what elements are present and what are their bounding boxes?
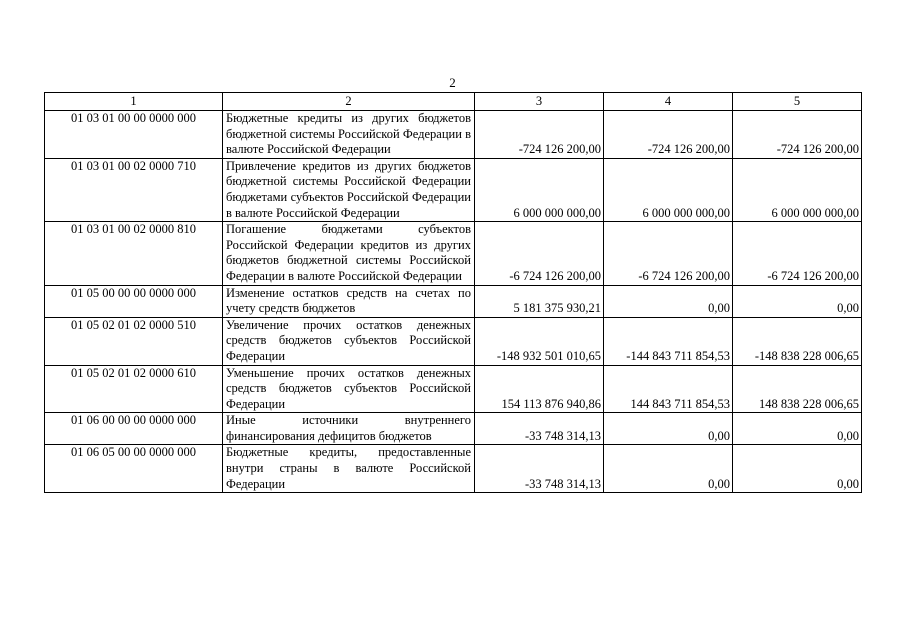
page-number: 2	[449, 75, 456, 90]
table-row	[45, 445, 862, 493]
table-row	[45, 222, 862, 285]
column-header: 2	[223, 93, 475, 111]
table-row	[45, 317, 862, 365]
column-header: 1	[45, 93, 223, 111]
classification-code: 01 06 00 00 00 0000 000	[45, 413, 223, 445]
source-name: Изменение остатков средств на счетах по учету средств бюджетов	[223, 285, 475, 317]
column-header: 4	[604, 93, 733, 111]
table-row	[45, 365, 862, 413]
amount-col-5: 0,00	[733, 445, 862, 493]
table-row	[45, 111, 862, 159]
amount-col-5: 6 000 000 000,00	[733, 158, 862, 221]
classification-code: 01 03 01 00 00 0000 000	[45, 111, 223, 159]
source-name: Погашение бюджетами субъектов Российской Федерации кредитов из других бюджетов бюджетной системы Российской Федерации в валюте Российской Федерации	[223, 222, 475, 285]
amount-col-3: 5 181 375 930,21	[475, 285, 604, 317]
amount-col-4: 144 843 711 854,53	[604, 365, 733, 413]
classification-code: 01 05 02 01 02 0000 510	[45, 317, 223, 365]
classification-code: 01 03 01 00 02 0000 710	[45, 158, 223, 221]
amount-col-5: 148 838 228 006,65	[733, 365, 862, 413]
classification-code: 01 03 01 00 02 0000 810	[45, 222, 223, 285]
amount-col-4: 6 000 000 000,00	[604, 158, 733, 221]
table-row	[45, 413, 862, 445]
amount-col-3: -148 932 501 010,65	[475, 317, 604, 365]
source-name: Бюджетные кредиты, предоставленные внутри страны в валюте Российской Федерации	[223, 445, 475, 493]
amount-col-5: -724 126 200,00	[733, 111, 862, 159]
amount-col-5: 0,00	[733, 285, 862, 317]
amount-col-3: -724 126 200,00	[475, 111, 604, 159]
column-header: 3	[475, 93, 604, 111]
column-header: 5	[733, 93, 862, 111]
amount-col-3: -6 724 126 200,00	[475, 222, 604, 285]
classification-code: 01 05 02 01 02 0000 610	[45, 365, 223, 413]
classification-code: 01 06 05 00 00 0000 000	[45, 445, 223, 493]
amount-col-3: 154 113 876 940,86	[475, 365, 604, 413]
table-row	[45, 285, 862, 317]
budget-sources-table	[44, 92, 862, 493]
table-header-row	[45, 93, 862, 111]
table-row	[45, 158, 862, 221]
amount-col-3: -33 748 314,13	[475, 445, 604, 493]
amount-col-4: 0,00	[604, 445, 733, 493]
amount-col-4: 0,00	[604, 413, 733, 445]
classification-code: 01 05 00 00 00 0000 000	[45, 285, 223, 317]
amount-col-3: 6 000 000 000,00	[475, 158, 604, 221]
source-name: Привлечение кредитов из других бюджетов бюджетной системы Российской Федерации бюджетами субъектов Российской Федерации в валюте Российской Федерации	[223, 158, 475, 221]
source-name: Иные источники внутреннего финансирования дефицитов бюджетов	[223, 413, 475, 445]
amount-col-3: -33 748 314,13	[475, 413, 604, 445]
source-name: Бюджетные кредиты из других бюджетов бюджетной системы Российской Федерации в валюте Российской Федерации	[223, 111, 475, 159]
amount-col-4: -724 126 200,00	[604, 111, 733, 159]
amount-col-5: -148 838 228 006,65	[733, 317, 862, 365]
amount-col-4: 0,00	[604, 285, 733, 317]
amount-col-4: -6 724 126 200,00	[604, 222, 733, 285]
amount-col-5: -6 724 126 200,00	[733, 222, 862, 285]
amount-col-4: -144 843 711 854,53	[604, 317, 733, 365]
source-name: Уменьшение прочих остатков денежных средств бюджетов субъектов Российской Федерации	[223, 365, 475, 413]
source-name: Увеличение прочих остатков денежных средств бюджетов субъектов Российской Федерации	[223, 317, 475, 365]
amount-col-5: 0,00	[733, 413, 862, 445]
